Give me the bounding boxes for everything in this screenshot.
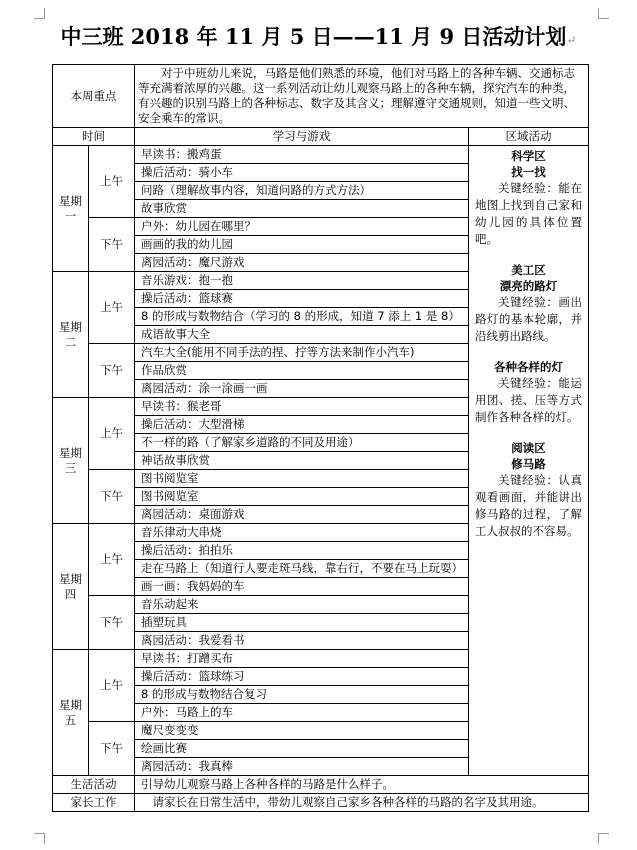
- activity-item: 故事欣赏: [135, 200, 469, 218]
- activity-plan-table: [52, 64, 589, 812]
- activity-item: 8 的形成与数物结合复习: [135, 686, 469, 704]
- area-title: 美工区: [511, 263, 546, 277]
- period-label: 上午: [89, 146, 135, 218]
- weekly-focus-row: [53, 65, 589, 128]
- activity-item: 离园活动：魔尺游戏: [135, 254, 469, 272]
- area-subtitle: 各种各样的灯: [494, 360, 563, 374]
- activity-item: 画一画：我妈妈的车: [135, 578, 469, 596]
- area-title: 科学区: [511, 149, 546, 163]
- activity-item: 汽车大全(能用不同手法的捏、拧等方法来制作小汽车): [135, 344, 469, 362]
- activity-item: 图书阅览室: [135, 470, 469, 488]
- header-area: 区域活动: [469, 128, 589, 146]
- parent-work-text: 请家长在日常生活中，带幼儿观察自己家乡各种各样的马路的名字及其用途。: [135, 794, 589, 812]
- area-block: [475, 148, 582, 248]
- activity-item: 户外：幼儿园在哪里？: [135, 218, 469, 236]
- day-label: 星期三: [53, 398, 89, 524]
- period-label: 上午: [89, 272, 135, 344]
- header-learning: 学习与游戏: [135, 128, 469, 146]
- activity-row: [53, 146, 589, 164]
- page-corner-mark: [598, 8, 609, 19]
- life-activity-text: 引导幼儿观察马路上各种各样的马路是什么样子。: [135, 776, 589, 794]
- area-block: [475, 262, 582, 345]
- area-title: 阅读区: [511, 441, 546, 455]
- activity-item: 插塑玩具: [135, 614, 469, 632]
- activity-item: 绘画比赛: [135, 740, 469, 758]
- activity-item: 操后活动：篮球练习: [135, 668, 469, 686]
- page-corner-mark: [34, 8, 45, 19]
- activity-item: 走在马路上（知道行人要走斑马线，靠右行，不要在马上玩耍）: [135, 560, 469, 578]
- weekly-focus-text: 对于中班幼儿来说，马路是他们熟悉的环境，他们对马路上的各种车辆、交通标志等充满着浓厚的兴趣。这一系列活动让幼儿观察马路上的各种车辆，探究汽车的种类，有兴趣的识别马路上的各种标志、数字及其含义；理解遵守交通规则，知道一些文明、安全乘车的常识。: [135, 65, 589, 128]
- activity-item: 操后活动：骑小车: [135, 164, 469, 182]
- period-label: 上午: [89, 398, 135, 470]
- day-label: 星期五: [53, 650, 89, 776]
- page-corner-mark: [34, 833, 45, 844]
- weekly-focus-label: 本周重点: [53, 65, 135, 128]
- activity-item: 不一样的路（了解家乡道路的不同及用途）: [135, 434, 469, 452]
- day-label: 星期二: [53, 272, 89, 398]
- period-label: 下午: [89, 722, 135, 776]
- day-label: 星期一: [53, 146, 89, 272]
- activity-item: 音乐律动大串烧: [135, 524, 469, 542]
- area-description: 关键经验：认真观看画面，并能讲出修马路的过程，了解工人叔叔的不容易。: [475, 473, 582, 538]
- life-activity-row: [53, 776, 589, 794]
- area-subtitle: 修马路: [511, 457, 546, 471]
- period-label: 下午: [89, 218, 135, 272]
- activity-item: 离园活动：涂一涂画一画: [135, 380, 469, 398]
- activity-item: 离园活动：我真棒: [135, 758, 469, 776]
- page-title: 中三班 2018 年 11 月 5 日——11 月 9 日活动计划↵: [60, 24, 577, 49]
- period-label: 上午: [89, 650, 135, 722]
- activity-item: 图书阅览室: [135, 488, 469, 506]
- activity-item: 魔尺变变变: [135, 722, 469, 740]
- activity-item: 问路（理解故事内容，知道问路的方式方法）: [135, 182, 469, 200]
- activity-item: 操后活动：大型滑梯: [135, 416, 469, 434]
- area-block: [475, 440, 582, 540]
- period-label: 上午: [89, 524, 135, 596]
- page-corner-mark: [598, 833, 609, 844]
- parent-work-label: 家长工作: [53, 794, 135, 812]
- area-description: 关键经验：能在地图上找到自己家和幼儿园的具体位置吧。: [475, 181, 582, 246]
- activity-item: 画画的我的幼儿园: [135, 236, 469, 254]
- header-row: [53, 128, 589, 146]
- area-block: [475, 359, 582, 426]
- activity-item: 8 的形成与数物结合（学习的 8 的形成，知道 7 添上 1 是 8）: [135, 308, 469, 326]
- area-activities: [469, 146, 589, 776]
- activity-item: 户外：马路上的车: [135, 704, 469, 722]
- area-subtitle: 漂亮的路灯: [499, 279, 558, 293]
- area-description: 关键经验：能运用团、搓、压等方式制作各种各样的灯。: [475, 376, 582, 424]
- period-label: 下午: [89, 596, 135, 650]
- header-time: 时间: [53, 128, 135, 146]
- activity-item: 音乐动起来: [135, 596, 469, 614]
- activity-item: 离园活动：我爱看书: [135, 632, 469, 650]
- period-label: 下午: [89, 344, 135, 398]
- activity-item: 离园活动：桌面游戏: [135, 506, 469, 524]
- area-description: 关键经验：画出路灯的基本轮廓，并沿线剪出路线。: [475, 295, 582, 343]
- activity-item: 作品欣赏: [135, 362, 469, 380]
- parent-work-row: [53, 794, 589, 812]
- period-label: 下午: [89, 470, 135, 524]
- activity-item: 早读书：搬鸡蛋: [135, 146, 469, 164]
- activity-item: 神话故事欣赏: [135, 452, 469, 470]
- activity-item: 早读书：猴老哥: [135, 398, 469, 416]
- life-activity-label: 生活活动: [53, 776, 135, 794]
- area-subtitle: 找一找: [511, 165, 546, 179]
- activity-item: 操后活动：篮球赛: [135, 290, 469, 308]
- activity-item: 音乐游戏：抱一抱: [135, 272, 469, 290]
- activity-item: 成语故事大全: [135, 326, 469, 344]
- day-label: 星期四: [53, 524, 89, 650]
- activity-item: 早读书：打蹭买布: [135, 650, 469, 668]
- activity-item: 操后活动：拍拍乐: [135, 542, 469, 560]
